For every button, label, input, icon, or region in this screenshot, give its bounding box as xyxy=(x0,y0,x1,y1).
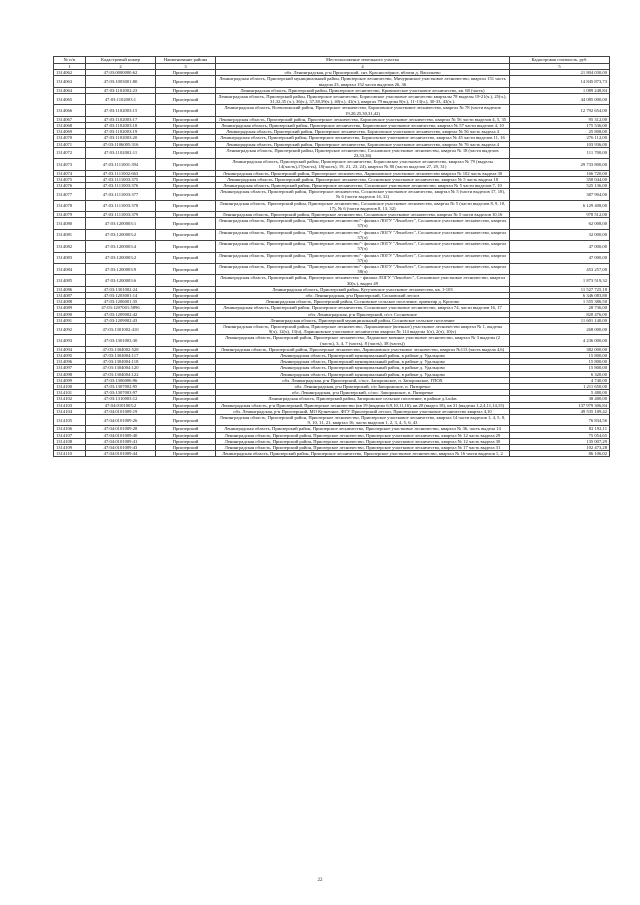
district-name: Приозерский xyxy=(156,426,216,432)
row-number: 1314090 xyxy=(54,311,86,317)
row-number: 1314076 xyxy=(54,183,86,189)
cadastral-number: 47:04:0101009:40 xyxy=(86,432,156,438)
cadastral-value: 15 800,00 xyxy=(510,365,610,371)
district-name: Приозерский xyxy=(156,147,216,158)
land-location: Ленинградская область, Приозерский район, Запорожское сельское поселение, в районе д.Ludas xyxy=(216,396,510,402)
cadastral-number: 47:03:1304004:122 xyxy=(86,371,156,377)
land-location: Ленинградская область, Приозерский муниципальный район, в районе д. Удальцово xyxy=(216,371,510,377)
cadastral-number: 47:04:0101009:41 xyxy=(86,438,156,444)
land-location: Ленинградская область, Приозерский район, Приозерское лесничество, Ларионовское участковое лесничество квартал № 102 часть выдела 30 xyxy=(216,170,510,176)
land-location: Ленинградская область, Приозерский муниципальный район, Сосновское сельское поселение xyxy=(216,317,510,323)
cadastral-number: 47:03:1200003:1 xyxy=(86,218,156,229)
cadastral-value: 137 979 306,84 xyxy=(510,402,610,408)
row-number: 1314103 xyxy=(54,402,86,408)
land-location: Ленинградская область, Приозерский район, Кутузовское участковое лесничество, кв. 1-103 xyxy=(216,286,510,292)
cadastral-value: 382 000,00 xyxy=(510,346,610,352)
district-name: Приозерский xyxy=(156,335,216,346)
land-location: Ленинградская область, Приозерский район, Приозерское лесничество, Борисовское участковое лесничество, квартал № 56 часть выдела 4 xyxy=(216,129,510,135)
land-location: Ленинградская область, Приозерский район, Приозерское лесничество, Борисовское участковое лесничество, квартал № 57 части выделов 4, 10 xyxy=(216,123,510,129)
cadastral-number: 47:03:1304004:118 xyxy=(86,359,156,365)
cadastral-number: 47:04:0101009:19 xyxy=(86,408,156,414)
cadastral-value: 11 601 140,00 xyxy=(510,317,610,323)
cadastral-value: 102 473,28 xyxy=(510,445,610,451)
cadastral-number: 47:03:1207001:5896 xyxy=(86,305,156,311)
row-number: 1314064 xyxy=(54,87,86,93)
col-header-number: № п/п xyxy=(54,57,86,64)
district-name: Приозерский xyxy=(156,183,216,189)
land-location: обл. Ленинградская, р-н Приозерский, снт. Красноозёрное, вблизи д. Васильево xyxy=(216,70,510,76)
cadastral-number: 47:03:1307003:97 xyxy=(86,390,156,396)
row-number: 1314098 xyxy=(54,371,86,377)
row-number: 1314095 xyxy=(54,352,86,358)
table-row xyxy=(54,451,610,457)
land-location: Ленинградская область, Приозерский район, "Приозерское лесничество"- филиал ЛОГУ "Леноблес", Сосновское участковое лесничество, квартал 58(ч) xyxy=(216,263,510,274)
cadastral-number: 47:03:1209002:42 xyxy=(86,311,156,317)
cadastral-number: 47:04:0101009:28 xyxy=(86,426,156,432)
row-number: 1314081 xyxy=(54,229,86,240)
row-number: 1314066 xyxy=(54,105,86,116)
cadastral-value: 32 000,00 xyxy=(510,229,610,240)
row-number: 1314070 xyxy=(54,135,86,141)
cadastral-number: 47:03:1111003:375 xyxy=(86,176,156,182)
row-number: 1314094 xyxy=(54,346,86,352)
land-location: Ленинградская область, Приозерский район, "Приозерское лесничество"- филиал ЛОГУ "Леноблес", Сосновское участковое лесничество, квартал 57(ч) xyxy=(216,241,510,252)
row-number: 1314100 xyxy=(54,383,86,389)
district-name: Приозерский xyxy=(156,141,216,147)
cadastral-value: 21 804 030,00 xyxy=(510,70,610,76)
table-body xyxy=(54,70,610,457)
cadastral-number: 47:03:1200003:9 xyxy=(86,263,156,274)
cadastral-value: 75 054,65 xyxy=(510,432,610,438)
row-number: 1314088 xyxy=(54,299,86,305)
row-number: 1314077 xyxy=(54,189,86,200)
land-location: Ленинградская область, Приозерский район, Приозерское лесничество, Сосновское участковое лесничество, квартал № 5 части выделов 10,16 xyxy=(216,212,510,218)
cadastral-value: 76 834,56 xyxy=(510,414,610,425)
row-number: 1314082 xyxy=(54,241,86,252)
table-row xyxy=(54,218,610,229)
col-index: 5 xyxy=(510,64,610,70)
cadastral-number: 47:03:1307002:95 xyxy=(86,383,156,389)
row-number: 1314087 xyxy=(54,292,86,298)
row-number: 1314108 xyxy=(54,438,86,444)
district-name: Приозерский xyxy=(156,170,216,176)
table-row xyxy=(54,200,610,211)
row-number: 1314105 xyxy=(54,414,86,425)
table-row xyxy=(54,94,610,105)
land-location: Ленинградская область, Всеволожский район, Приозерское лесничество, Борисовское участковое лесничество, квартал № 78 (части выделов 19,20,25,30,31,42) xyxy=(216,105,510,116)
land-location: обл. Ленинградская, р-н Приозерский, с/пос. Запорожское, п. Запорожское, ГПОХ xyxy=(216,377,510,383)
cadastral-value: 166 720,00 xyxy=(510,170,610,176)
cadastral-number: 47:03:1200003:6 xyxy=(86,275,156,286)
row-number: 1314104 xyxy=(54,408,86,414)
land-location: Ленинградская область, Приозерский район, Приозерское лесничество, Приозерское участковое лесничество, квартал № 16 части выделов 1, 2 xyxy=(216,451,510,457)
cadastral-value: 11 527 725,18 xyxy=(510,286,610,292)
table-header-row xyxy=(54,57,610,64)
table-row xyxy=(54,159,610,170)
district-name: Приозерский xyxy=(156,352,216,358)
cadastral-number: 47:04:0101009:44 xyxy=(86,451,156,457)
row-number: 1314068 xyxy=(54,123,86,129)
row-number: 1314079 xyxy=(54,212,86,218)
table-row xyxy=(54,76,610,87)
cadastral-value: 15 800,00 xyxy=(510,359,610,365)
cadastral-value: 86 106,02 xyxy=(510,451,610,457)
row-number: 1314069 xyxy=(54,129,86,135)
district-name: Приозерский xyxy=(156,359,216,365)
land-location: Ленинградская область, Приозерский район, Сосновское сельское поселение, ориентир д. Кротово xyxy=(216,299,510,305)
land-location: Ленинградская область, Приозерский район, "Приозерское лесничество"- филиал ЛОГУ "Леноблес", Сосновское участковое лесничество, квартал 57(ч) xyxy=(216,252,510,263)
cadastral-number: 47:03:1102003:15 xyxy=(86,105,156,116)
cadastral-number: 47:03:1304004:120 xyxy=(86,365,156,371)
col-index: 1 xyxy=(54,64,86,70)
cadastral-number: 47:03:1301003:30 xyxy=(86,335,156,346)
cadastral-number: 47:03:1111002:663 xyxy=(86,170,156,176)
district-name: Приозерский xyxy=(156,365,216,371)
row-number: 1314065 xyxy=(54,94,86,105)
land-location: Ленинградская область, Приозерский район, Приозерское лесничество, Кривошеское участковое лесничество, кв. 68 (часть) xyxy=(216,87,510,93)
land-location: обл. Ленинградская, р-н Приозерский, Сосновский лесхоз xyxy=(216,292,510,298)
row-number: 1314109 xyxy=(54,445,86,451)
cadastral-number: 47:03:1301002:24 xyxy=(86,286,156,292)
land-location: обл. Ленинградская, р-н Приозерский, с/п Запорожское, п. Пятиречье xyxy=(216,383,510,389)
cadastral-number: 47:03:1200003:2 xyxy=(86,252,156,263)
district-name: Приозерский xyxy=(156,292,216,298)
cadastral-value: 1 089 248,84 xyxy=(510,87,610,93)
cadastral-value: 25 808,00 xyxy=(510,129,610,135)
district-name: Приозерский xyxy=(156,241,216,252)
cadastral-number: 47:04:0101009:43 xyxy=(86,445,156,451)
land-location: Ленинградская область, р-н Приозерский, Приозерское лесничество (кв 19 (выделы 6,9,10,11,16), кв 20 (выдел 18), кв 31 (выделы 1,2,4,11,14,15) xyxy=(216,402,510,408)
row-number: 1314110 xyxy=(54,451,86,457)
cadastral-number: 47:03:1102002:23 xyxy=(86,87,156,93)
land-location: Ленинградская область, Приозерский муниципальный район, в районе д. Удальцово xyxy=(216,359,510,365)
district-name: Приозерский xyxy=(156,445,216,451)
cadastral-number: 47:03:1102003:18 xyxy=(86,123,156,129)
row-number: 1314073 xyxy=(54,159,86,170)
table-row xyxy=(54,414,610,425)
land-location: Ленинградская область, Приозерский район, Приозерское лесничество, Сосновское участковое лесничество, квартал № 18 (части выделов 23,33,36) xyxy=(216,147,510,158)
land-location: Ленинградская область, Приозерский район, Приозерское лесничество, Сосновское участковое лесничество, квартал № 5 части выделов 7, 10 xyxy=(216,183,510,189)
cadastral-value: 1 873 519,32 xyxy=(510,275,610,286)
row-number: 1314101 xyxy=(54,390,86,396)
land-location: Ленинградская область, Приозерский район, Приозерское лесничество, Сосновское участковое лесничество, квартал 74, части выделов 16, 17 xyxy=(216,305,510,311)
cadastral-number: 47:04:0101009:26 xyxy=(86,414,156,425)
district-name: Приозерский xyxy=(156,317,216,323)
cadastral-value: 387 904,00 xyxy=(510,189,610,200)
cadastral-value: 175 536,00 xyxy=(510,123,610,129)
district-name: Приозерский xyxy=(156,94,216,105)
land-location: Ленинградская область, Приозерский район, Приозерское лесничество, Сосновское участковое лесничество, квартал № 5 (части выделов 17, 18), № 6 (части выделов 14, 32) xyxy=(216,189,510,200)
table-row xyxy=(54,252,610,263)
cadastral-number: 47:03:1310003:12 xyxy=(86,396,156,402)
col-index: 3 xyxy=(156,64,216,70)
district-name: Приозерский xyxy=(156,346,216,352)
row-number: 1314083 xyxy=(54,252,86,263)
cadastral-value: 47 000,00 xyxy=(510,241,610,252)
land-location: Ленинградская область, Приозерский район, Приозерское лесничество, Приозерское участковое лесничество, квартал 14 части выделов 1, 4, 5, 8, 9, 10, 11, 21, квартал 16, части выделов 1, 2, 3, 4, 5, 6, 43 xyxy=(216,414,510,425)
land-location: обл. Ленинградская, р-н Приозерский, МО Кузнечное, ФГУ Приозерский лесхоз, Приозерское участковое лесничество квартал 4,10 xyxy=(216,408,510,414)
col-header-location: Местоположение земельного участка xyxy=(216,57,510,64)
district-name: Приозерский xyxy=(156,189,216,200)
district-name: Приозерский xyxy=(156,438,216,444)
cadastral-value: 6 129 408,00 xyxy=(510,200,610,211)
cadastral-number: 47:03:1200003:4 xyxy=(86,241,156,252)
district-name: Приозерский xyxy=(156,76,216,87)
row-number: 1314071 xyxy=(54,141,86,147)
district-name: Приозерский xyxy=(156,70,216,76)
district-name: Приозерский xyxy=(156,311,216,317)
land-location: Ленинградская область, Приозерский район, Приозерское лесничество, Приозерское участковое лесничество, квартал № 17 часть выдела 31 xyxy=(216,445,510,451)
district-name: Приозерский xyxy=(156,176,216,182)
land-location: Ленинградская область, Приозерский район, Приозерское лесничество, Ларионовское участковое лесничество, квартал №113 (часть выдела 4,6) xyxy=(216,346,510,352)
district-name: Приозерский xyxy=(156,159,216,170)
cadastral-number: 47:03:1304002:528 xyxy=(86,346,156,352)
land-location: Ленинградская область, Приозерский район, "Приозерское лесничество"- филиал ЛОГУ "Леноблес", Сосновское участковое лесничество, квартал 57(ч) xyxy=(216,229,510,240)
cadastral-value: 82 192,11 xyxy=(510,426,610,432)
cadastral-value: 47 000,00 xyxy=(510,252,610,263)
row-number: 1314075 xyxy=(54,176,86,182)
land-location: обл. Ленинградская, р-н Приозерский, с/пос. Запорожское, п. Пятиречье xyxy=(216,390,510,396)
cadastral-number: 47:03:1111003:376 xyxy=(86,183,156,189)
row-number: 1314091 xyxy=(54,317,86,323)
cadastral-number: 47:03:1102003:1 xyxy=(86,94,156,105)
row-number: 1314106 xyxy=(54,426,86,432)
row-number: 1314093 xyxy=(54,335,86,346)
district-name: Приозерский xyxy=(156,105,216,116)
cadastral-value: 14 845 873,73 xyxy=(510,76,610,87)
district-name: Приозерский xyxy=(156,116,216,122)
land-location: Ленинградская область, Приозерский муниципальный район, Приозерское лесничество, Мичуринское участковое лесничество, квартал 151 часть выдела 23, квартал 152 части выделов 26, 36 xyxy=(216,76,510,87)
district-name: Приозерский xyxy=(156,390,216,396)
district-name: Приозерский xyxy=(156,275,216,286)
land-location: Ленинградская область, Приозерский район, Приозерское лесничество, Приозерское участковое лесничество, квартал № 36, часть выдела 14 xyxy=(216,426,510,432)
cadastral-value: 103 936,00 xyxy=(510,141,610,147)
cadastral-value: 268 000,00 xyxy=(510,323,610,334)
table-row xyxy=(54,335,610,346)
cadastral-number: 47:03:1209002:43 xyxy=(86,317,156,323)
table-row xyxy=(54,105,610,116)
land-location: обл. Ленинградская, р-н Приозерский, п/ст. Сосновское xyxy=(216,311,510,317)
land-location: Ленинградская область, Приозерский район, Приозерское лесничество, Приозерское участковое лесничество, квартал № 12 часть выдела 30 xyxy=(216,438,510,444)
land-location: Ленинградская область, Приозерский район, Приозерское лесничество - филиал ЛОГУ "Леноблес", Сосновское участковое лесничество, квартал 30(ч.), выдел 49 xyxy=(216,275,510,286)
row-number: 1314107 xyxy=(54,432,86,438)
district-name: Приозерский xyxy=(156,129,216,135)
row-number: 1314097 xyxy=(54,365,86,371)
cadastral-number: 47:03:1003001:80 xyxy=(86,76,156,87)
cadastral-number: 47:03:1200003:2 xyxy=(86,229,156,240)
cadastral-number: 47:03:1306006:96 xyxy=(86,377,156,383)
col-index: 2 xyxy=(86,64,156,70)
cadastral-value: 820 476,00 xyxy=(510,311,610,317)
cadastral-number: 47:04:0101003:2 xyxy=(86,402,156,408)
district-name: Приозерский xyxy=(156,408,216,414)
cadastral-value: 453 257,00 xyxy=(510,263,610,274)
land-location: Ленинградская область, Приозерский район, "Приозерское лесничество"- филиал ЛОГУ "Леноблес", Сосновское участковое лесничество, квартал 57(ч) xyxy=(216,218,510,229)
cadastral-value: 28 736,00 xyxy=(510,305,610,311)
cadastral-value: 4 740,00 xyxy=(510,377,610,383)
table-row xyxy=(54,241,610,252)
cadastral-value: 5 480,00 xyxy=(510,390,610,396)
cadastral-number: 47:03:0000000:62 xyxy=(86,70,156,76)
cadastral-value: 1 211 650,00 xyxy=(510,383,610,389)
cadastral-value: 44 085 000,00 xyxy=(510,94,610,105)
cadastral-value: 6 320,00 xyxy=(510,371,610,377)
district-name: Приозерский xyxy=(156,377,216,383)
row-number: 1314078 xyxy=(54,200,86,211)
table-row xyxy=(54,229,610,240)
district-name: Приозерский xyxy=(156,305,216,311)
district-name: Приозерский xyxy=(156,218,216,229)
cadastral-value: 358 044,00 xyxy=(510,176,610,182)
cadastral-value: 135 007,29 xyxy=(510,438,610,444)
cadastral-value: 95 312,00 xyxy=(510,116,610,122)
cadastral-value: 62 008,00 xyxy=(510,218,610,229)
cadastral-value: 4 236 000,00 xyxy=(510,335,610,346)
district-name: Приозерский xyxy=(156,451,216,457)
row-number: 1314080 xyxy=(54,218,86,229)
land-location: Ленинградская область, Приозерский район, Приозерское лесничество, Борисовское участковое лесничество, квартал № 45 части выделов 11, 16 xyxy=(216,135,510,141)
table-row xyxy=(54,275,610,286)
district-name: Приозерский xyxy=(156,252,216,263)
cadastral-number: 47:03:1111003:377 xyxy=(86,189,156,200)
district-name: Приозерский xyxy=(156,229,216,240)
land-location: Ленинградская область, Приозерский муниципальный район, в районе д. Удальцово xyxy=(216,352,510,358)
land-location: Ленинградская область, Приозерский район, Приозерское лесничество, Борисовское участковое лесничество кварталы 78 выделы 19-21(ч.), 25(ч.), 31,32,35 (ч.), 36(ч.), 37,38,39(ч.), 40(ч.), 41(ч.), квартал 79 выделы 8(ч.), 11-13(ч.), 30-33, 43(ч.). xyxy=(216,94,510,105)
cadastral-number: 47:03:1304004:117 xyxy=(86,352,156,358)
cadastral-number: 47:03:1111003:378 xyxy=(86,200,156,211)
table-row xyxy=(54,147,610,158)
district-name: Приозерский xyxy=(156,402,216,408)
district-name: Приозерский xyxy=(156,299,216,305)
cadastral-value: 276 112,00 xyxy=(510,135,610,141)
cadastral-value: 111 700,00 xyxy=(510,147,610,158)
land-location: Ленинградская область, Приозерский район, Приозерское лесничество, Сосновское участковое лесничество, квартал № 5 (части выделов 8, 9, 10, 17), № 6 (части выделов 8, 13, 32) xyxy=(216,200,510,211)
cadastral-number: 47:03:1106005:316 xyxy=(86,141,156,147)
district-name: Приозерский xyxy=(156,263,216,274)
district-name: Приозерский xyxy=(156,371,216,377)
cadastral-value: 29 733 800,00 xyxy=(510,159,610,170)
table-row xyxy=(54,323,610,334)
land-location: Ленинградская область, Приозерский район, Приозерское лесничество, Ларионовское (военное) участковое лесничество квартал № 1, выделы 9(ч), 12(ч), 13(ч), Ларионовское участковое лесничество квартал № 114 выделы 1(ч), 2(ч), 10(ч) xyxy=(216,323,510,334)
cadastral-number: 47:03:1102003:20 xyxy=(86,135,156,141)
cadastral-value: 978 512,00 xyxy=(510,212,610,218)
district-name: Приозерский xyxy=(156,432,216,438)
district-name: Приозерский xyxy=(156,323,216,334)
district-name: Приозерский xyxy=(156,135,216,141)
cadastral-value: 38 480,00 xyxy=(510,396,610,402)
cadastral-value: 1 555 386,50 xyxy=(510,299,610,305)
row-number: 1314084 xyxy=(54,263,86,274)
col-header-cadastral: Кадастровый номер xyxy=(86,57,156,64)
row-number: 1314099 xyxy=(54,377,86,383)
row-number: 1314067 xyxy=(54,116,86,122)
cadastral-number: 47:03:1102003:17 xyxy=(86,116,156,122)
page-number: 22 xyxy=(317,878,323,883)
cadastral-number: 47:03:1111001:394 xyxy=(86,159,156,170)
row-number: 1314096 xyxy=(54,359,86,365)
district-name: Приозерский xyxy=(156,212,216,218)
cadastral-number: 47:03:1111003:379 xyxy=(86,212,156,218)
land-location: Ленинградская область, Приозерский район, Приозерское лесничество, Приозерское участковое лесничество, квартал № 12 часть выдела 29 xyxy=(216,432,510,438)
row-number: 1314102 xyxy=(54,396,86,402)
land-location: Ленинградская область, Приозерский муниципальный район, в районе д. Удальцово xyxy=(216,365,510,371)
table-row xyxy=(54,263,610,274)
col-header-district: Наименование района xyxy=(156,57,216,64)
row-number: 1314089 xyxy=(54,305,86,311)
district-name: Приозерский xyxy=(156,87,216,93)
land-location: Ленинградская область, Приозерский район, Приозерское лесничество, Сосновское участковое лесничество, квартал № 5 часть выдела 18 xyxy=(216,176,510,182)
row-number: 1314063 xyxy=(54,76,86,87)
district-name: Приозерский xyxy=(156,396,216,402)
land-location: Ленинградская область, Приозерский район, Приозерское лесничество, Борисовское участковое лесничество, квартал № 56 части выделов 4, 5, 35 xyxy=(216,116,510,122)
row-number: 1314086 xyxy=(54,286,86,292)
district-name: Приозерский xyxy=(156,383,216,389)
cadastral-value: 525 136,00 xyxy=(510,183,610,189)
row-number: 1314074 xyxy=(54,170,86,176)
cadastral-number: 47:03:1102002:11 xyxy=(86,147,156,158)
cadastral-value: 12 792 654,00 xyxy=(510,105,610,116)
land-location: Ленинградская область, Приозерский район, Приозерское лесничество, Борисовское участковое лесничество, квартал № 76 часть выдела 4 xyxy=(216,141,510,147)
cadastral-value: 15 800,00 xyxy=(510,352,610,358)
cadastral-value: 49 535 189,42 xyxy=(510,408,610,414)
col-index: 4 xyxy=(216,64,510,70)
cadastral-number: 47:03:1301002:410 xyxy=(86,323,156,334)
row-number: 1314085 xyxy=(54,275,86,286)
row-number: 1314062 xyxy=(54,70,86,76)
district-name: Приозерский xyxy=(156,123,216,129)
land-location: Ленинградская область, Приозерский район, Приозерское лесничество, Ладожское военное участковое лесничество, квартал № 3 выделы (2 (часть), 3, 4, 7 (часть), 8 (часть), 38 (часть)) xyxy=(216,335,510,346)
cadastral-number: 47:03:1206001:35 xyxy=(86,299,156,305)
col-header-value: Кадастровая стоимость, руб. xyxy=(510,57,610,64)
cadastral-value-table xyxy=(53,56,610,457)
cadastral-value: 6 346 083,80 xyxy=(510,292,610,298)
table-row xyxy=(54,189,610,200)
district-name: Приозерский xyxy=(156,286,216,292)
cadastral-number: 47:03:1102003:19 xyxy=(86,129,156,135)
row-number: 1314072 xyxy=(54,147,86,158)
district-name: Приозерский xyxy=(156,200,216,211)
land-location: Ленинградская область, Приозерский район, Приозерское лесничество, Борисовское участковое лесничество, квартал № 79 (выделы 14(часть),17(часть), 18(часть), 19, 21, 23, 24), квартал № 80 (части выделов 27, 29, 31) xyxy=(216,159,510,170)
cadastral-number: 47:03:1203001:14 xyxy=(86,292,156,298)
district-name: Приозерский xyxy=(156,414,216,425)
row-number: 1314092 xyxy=(54,323,86,334)
